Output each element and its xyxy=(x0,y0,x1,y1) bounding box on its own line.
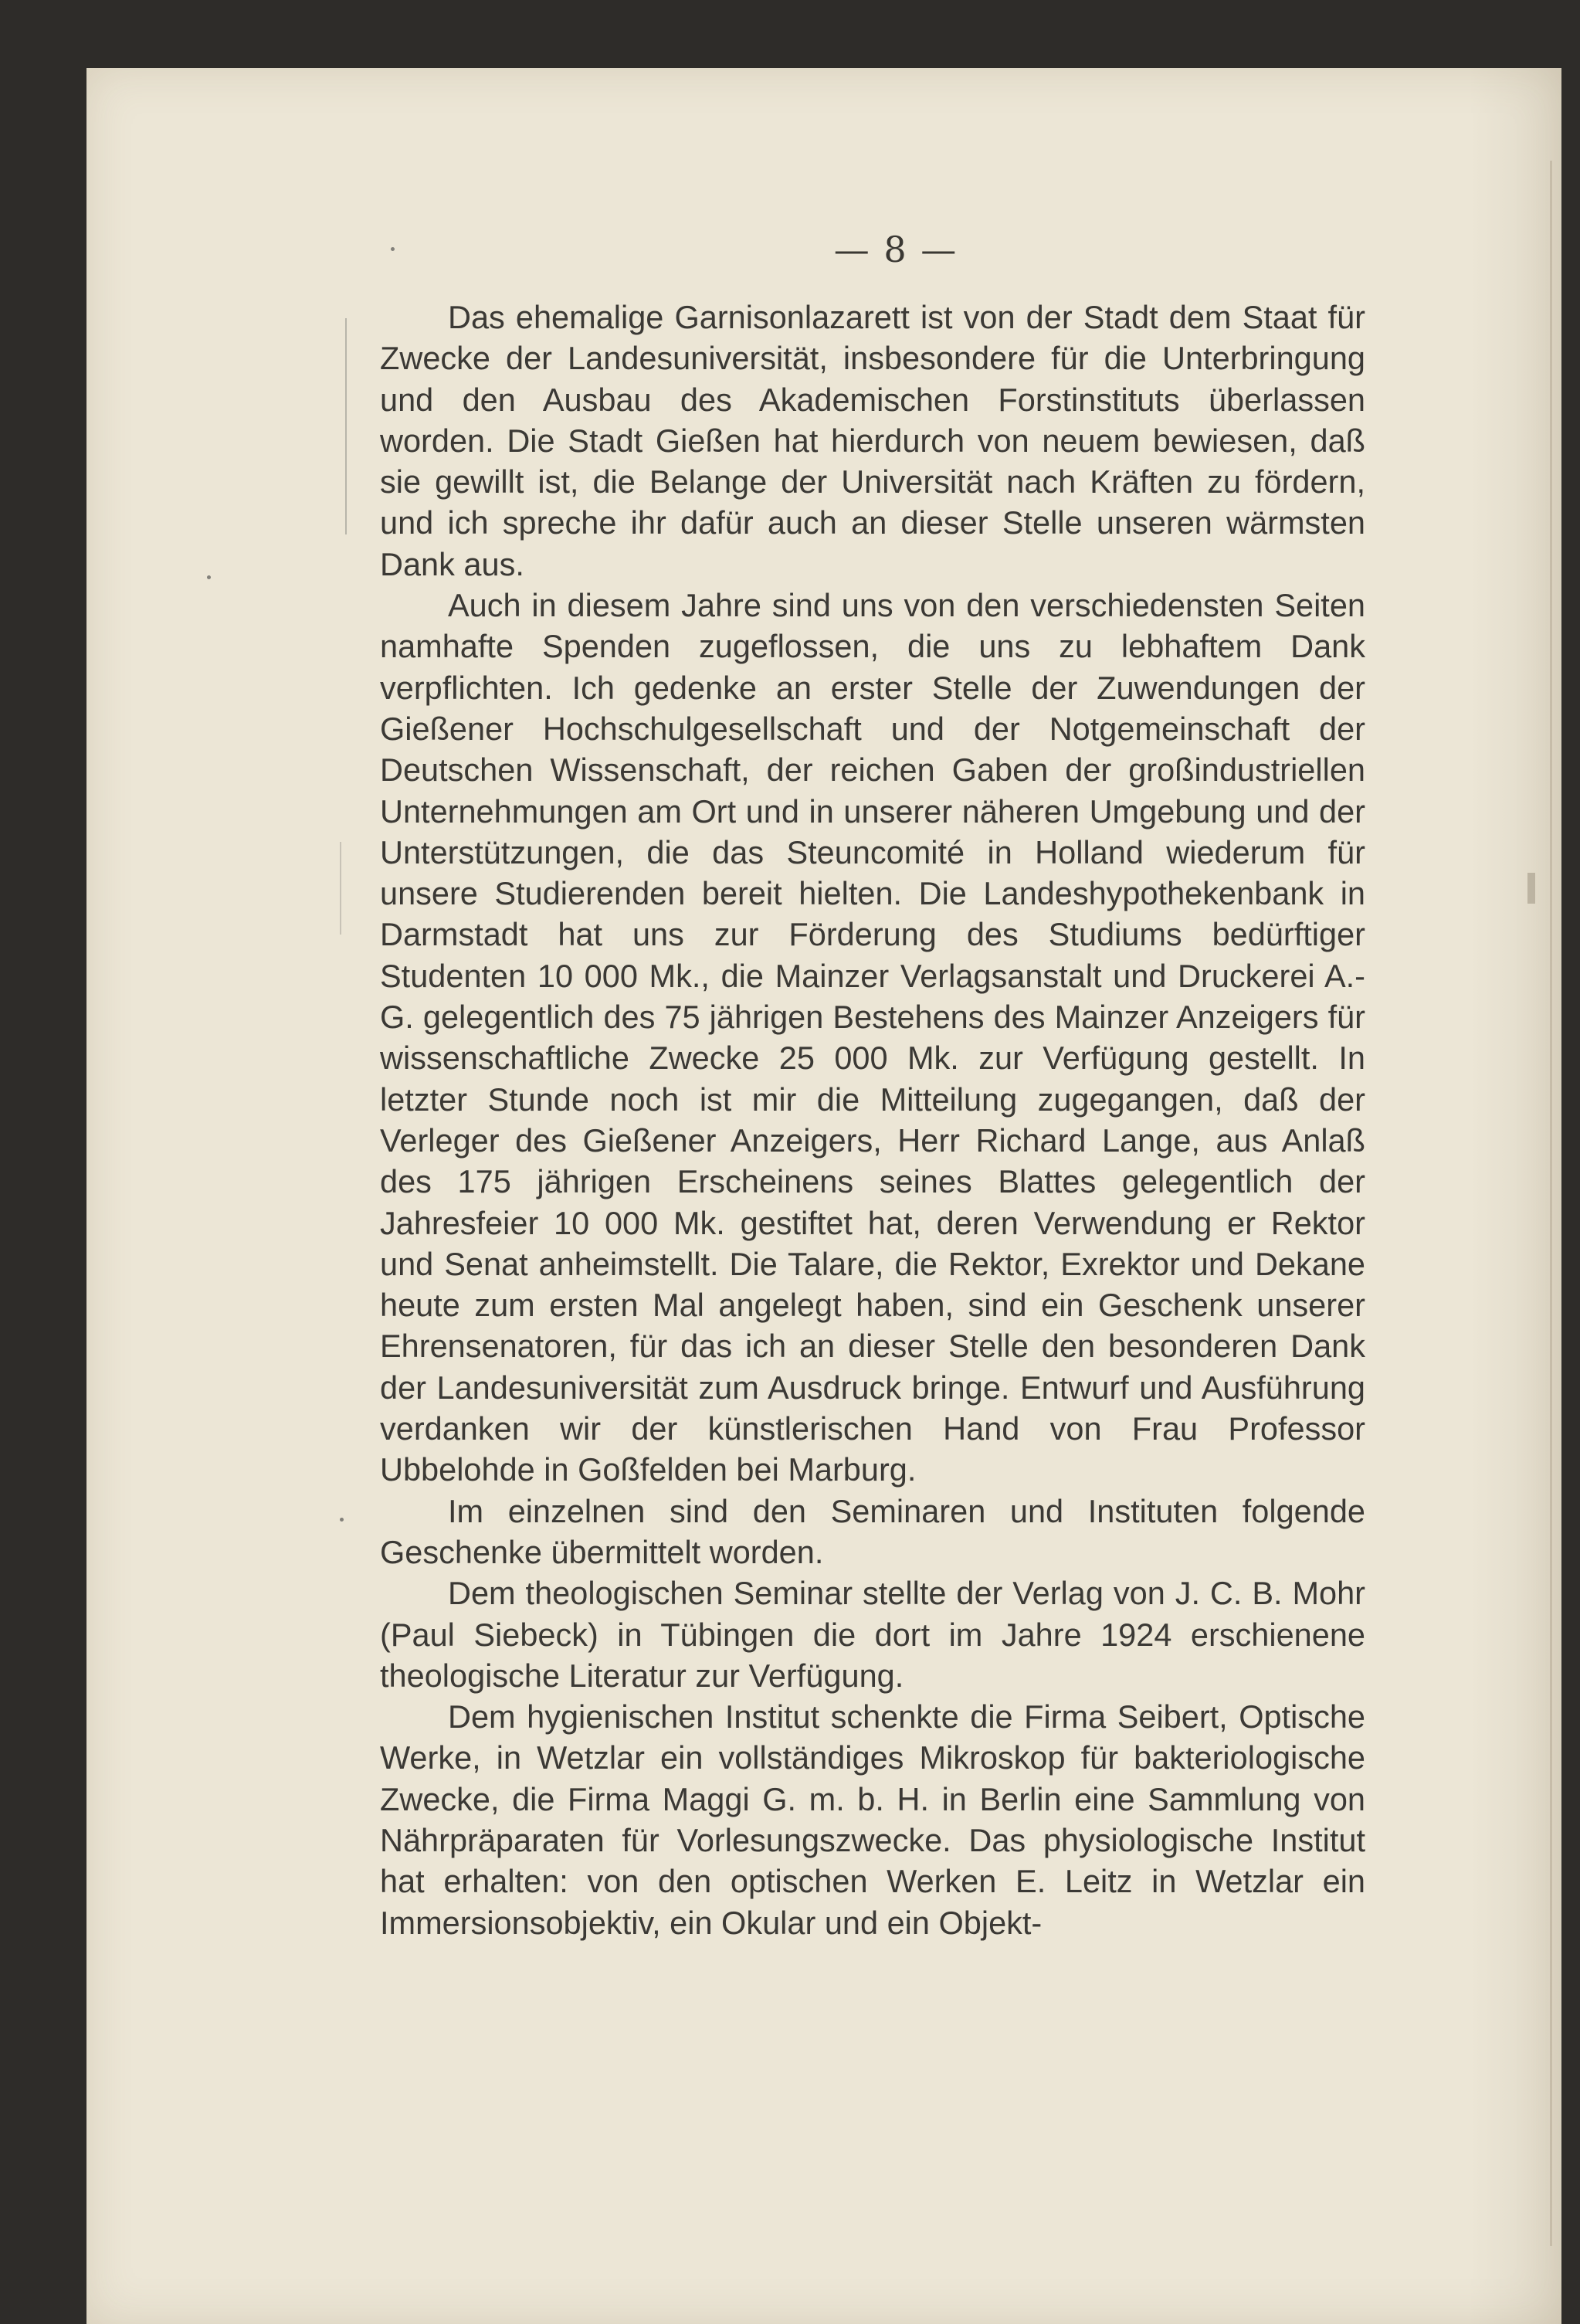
paragraph: Im einzelnen sind den Seminaren und Instituten folgende Geschenke übermittelt worden. xyxy=(380,1492,1365,1570)
fold-line xyxy=(1550,161,1552,2246)
paragraph: Das ehemalige Garnisonlazarett ist von der Stadt dem Staat für Zwecke der Landesuniversität, insbesondere für die Unterbringung und den Ausbau des Akademischen Forstinstituts überlassen worden. Die Stadt Gießen hat hierdurch von neuem bewiesen, daß sie gewillt ist, die Belange der Universität nach Kräften zu fördern, und ich spreche ihr dafür auch an dieser Stelle unseren wärmsten Dank aus. xyxy=(380,299,1365,582)
spine-mark xyxy=(1527,873,1535,904)
paragraph: Dem hygienischen Institut schenkte die Firma Seibert, Optische Werke, in Wetzlar ein vollständiges Mikroskop für bakteriologische Zwecke, die Firma Maggi G. m. b. H. in Berlin eine Sammlung von Nährpräparaten für Vorlesungszwecke. Das physiologische Institut hat erhalten: von den optischen Werken E. Leitz in Wetzlar ein Immersionsobjektiv, ein Okular und ein Objekt- xyxy=(380,1698,1365,1941)
speck xyxy=(391,247,395,251)
page-shadow xyxy=(1469,68,1561,2324)
body-text xyxy=(380,297,1365,1943)
paragraph: Dem theologischen Seminar stellte der Verlag von J. C. B. Mohr (Paul Siebeck) in Tübingen die dort im Jahre 1924 erschienene theologische Literatur zur Verfügung. xyxy=(380,1575,1365,1694)
paragraph: Auch in diesem Jahre sind uns von den verschiedensten Seiten namhafte Spenden zugeflossen, die uns zu lebhaftem Dank verpflichten. Ich gedenke an erster Stelle der Zuwendungen der Gießener Hochschulgesellschaft und der Notgemeinschaft der Deutschen Wissenschaft, der reichen Gaben der großindustriellen Unternehmungen am Ort und in unserer näheren Umgebung und der Unterstützungen, die das Steuncomité in Holland wiederum für unsere Studierenden bereit hielten. Die Landeshypothekenbank in Darmstadt hat uns zur Förderung des Studiums bedürftiger Studenten 10 000 Mk., die Mainzer Verlagsanstalt und Druckerei A.-G. gelegentlich des 75 jährigen Bestehens des Mainzer Anzeigers für wissenschaftliche Zwecke 25 000 Mk. zur Verfügung gestellt. In letzter Stunde noch ist mir die Mitteilung zugegangen, daß der Verleger des Gießener Anzeigers, Herr Richard Lange, aus Anlaß des 175 jährigen Erscheinens seines Blattes gelegentlich der Jahresfeier 10 000 Mk. gestiftet hat, deren Verwendung er Rektor und Senat anheimstellt. Die Talare, die Rektor, Exrektor und Dekane heute zum ersten Mal angelegt haben, sind ein Geschenk unserer Ehrensenatoren, für das ich an dieser Stelle den besonderen Dank der Landesuniversität zum Ausdruck bringe. Entwurf und Ausführung verdanken wir der künstlerischen Hand von Frau Professor Ubbelohde in Goßfelden bei Marburg. xyxy=(380,587,1365,1488)
pencil-margin-mark xyxy=(345,318,347,534)
pencil-margin-mark xyxy=(340,842,341,935)
page-number: — 8 — xyxy=(833,229,958,270)
speck xyxy=(207,575,211,579)
speck xyxy=(340,1518,344,1522)
